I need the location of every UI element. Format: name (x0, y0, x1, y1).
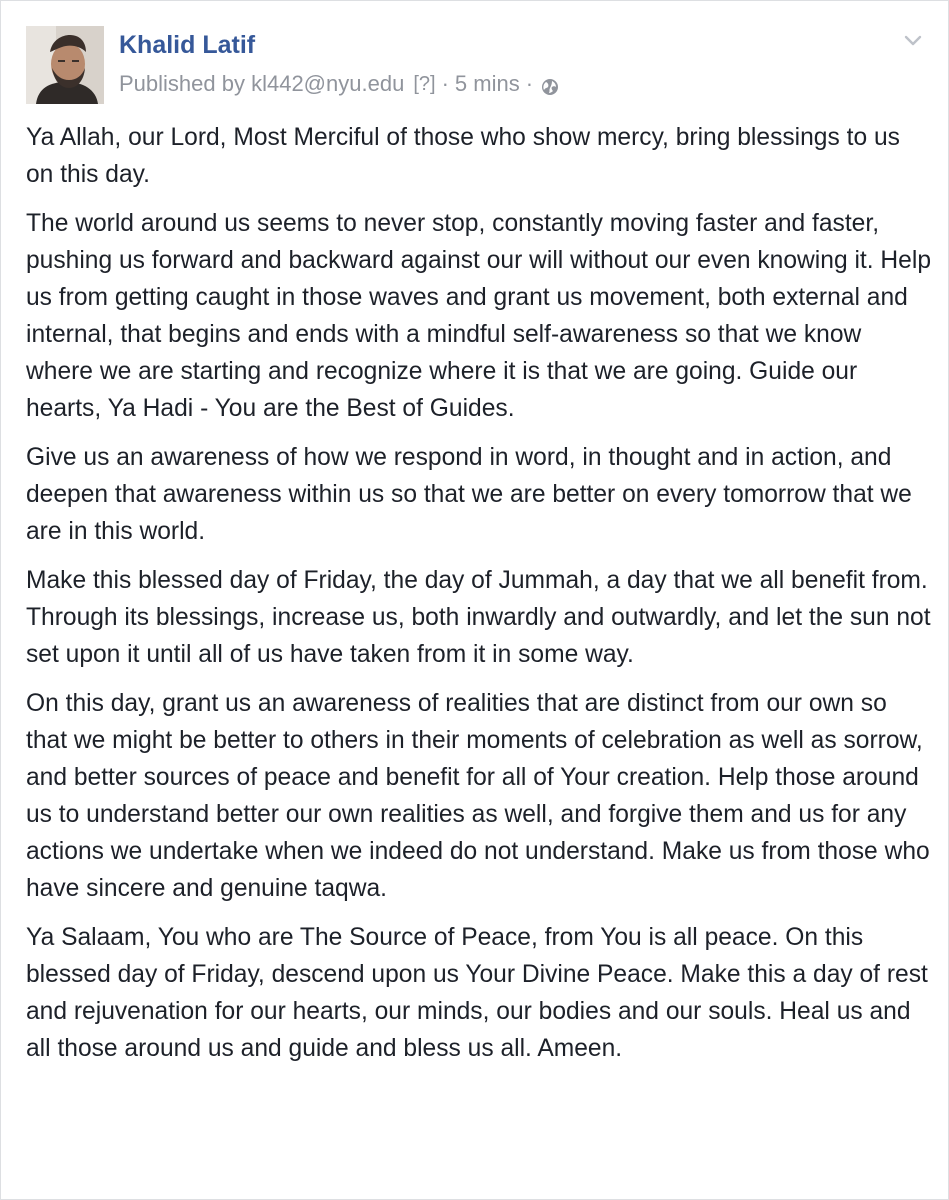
post-paragraph: On this day, grant us an awareness of realities that are distinct from our own so that we might be better to others in their moments of celebration as well as sorrow, and better sources of peace and benefit for all of Your creation. Help those around us to understand better our own realities as well, and forgive them and us for any actions we undertake when we indeed do not understand. Make us from those who have sincere and genuine taqwa. (26, 690, 930, 902)
globe-icon[interactable] (541, 76, 559, 94)
meta-separator: · (525, 71, 534, 96)
post-body (26, 119, 931, 1079)
author-avatar[interactable] (26, 26, 104, 104)
meta-separator: · (441, 71, 449, 96)
author-name-link[interactable]: Khalid Latif (119, 31, 256, 59)
post-meta (119, 71, 559, 97)
post-paragraph: Give us an awareness of how we respond in word, in thought and in action, and deepen that awareness within us so that we are better on every tomorrow that we are in this world. (26, 444, 912, 545)
post-paragraph: The world around us seems to never stop, constantly moving faster and faster, pushing us forward and backward against our will without our even knowing it. Help us from getting caught in those waves and grant us movement, both external and internal, that begins and ends with a mindful self-awareness so that we know where we are starting and recognize where it is that we are going. Guide our hearts, Ya Hadi - You are the Best of Guides. (26, 210, 931, 422)
help-marker-link[interactable]: [?] (413, 72, 436, 95)
post-header (26, 26, 926, 104)
post-paragraph: Ya Allah, our Lord, Most Merciful of those who show mercy, bring blessings to us on this day. (26, 124, 900, 188)
published-by-link[interactable]: Published by kl442@nyu.edu (119, 71, 405, 96)
timestamp-link[interactable]: 5 mins (454, 71, 520, 96)
chevron-down-icon[interactable] (900, 28, 926, 54)
post-paragraph: Make this blessed day of Friday, the day of Jummah, a day that we all benefit from. Through its blessings, increase us, both inwardly and outwardly, and let the sun not set upon it until all of us have taken from it in some way. (26, 567, 931, 668)
post-paragraph: Ya Salaam, You who are The Source of Peace, from You is all peace. On this blessed day of Friday, descend upon us Your Divine Peace. Make this a day of rest and rejuvenation for our hearts, our minds, our bodies and our souls. Heal us and all those around us and guide and bless us all. Ameen. (26, 924, 928, 1062)
